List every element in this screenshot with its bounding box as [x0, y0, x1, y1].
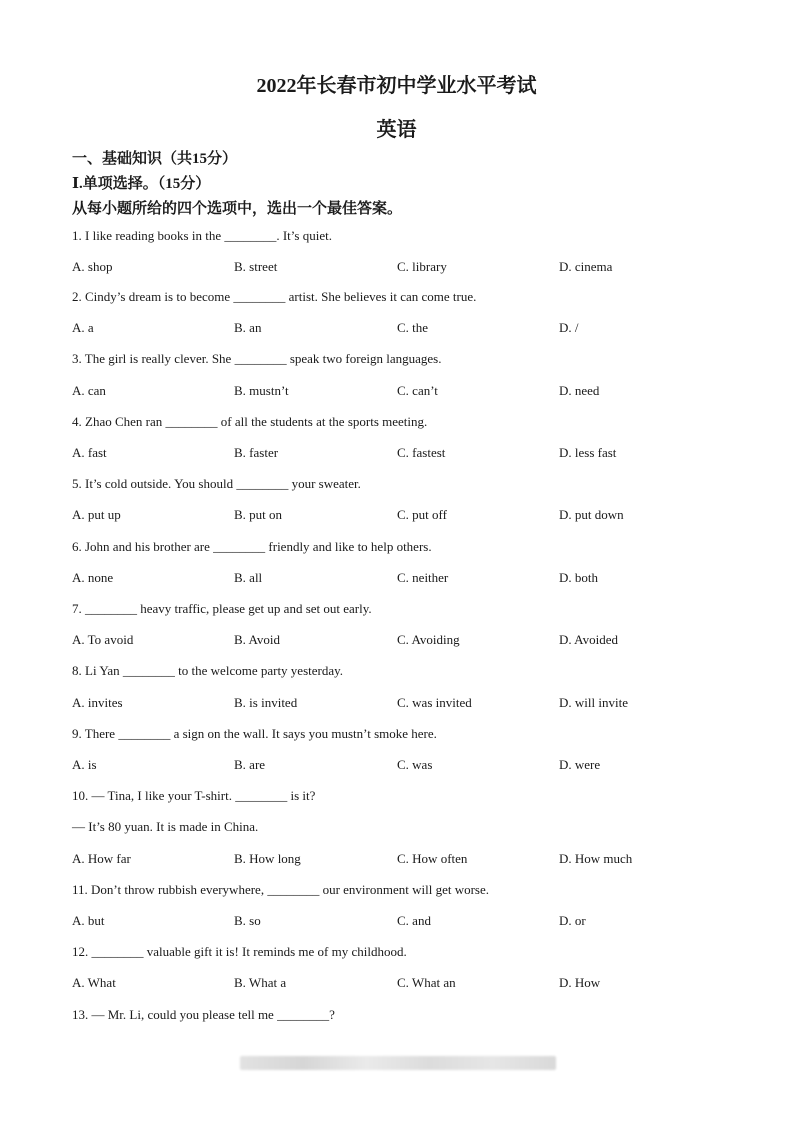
option-a: A. invites: [72, 695, 123, 710]
option-row: [72, 913, 732, 931]
option-row: [72, 259, 732, 277]
option-b: B. faster: [234, 445, 279, 460]
option-a: A. fast: [72, 445, 107, 460]
subject-title: 英语: [376, 119, 417, 141]
option-c: C. was: [397, 757, 433, 772]
question-text: 7. ________ heavy traffic, please get up and set out early.: [72, 601, 372, 616]
option-c: C. How often: [397, 851, 468, 866]
option-b: B. street: [234, 259, 278, 274]
question-text: 13. — Mr. Li, could you please tell me ________?: [72, 1007, 335, 1022]
question-text: 2. Cindy’s dream is to become ________ artist. She believes it can come true.: [72, 289, 477, 304]
question-text: 12. ________ valuable gift it is! It reminds me of my childhood.: [72, 944, 407, 959]
option-d: D. were: [559, 757, 601, 772]
option-d: D. will invite: [559, 695, 628, 710]
option-a: A. How far: [72, 851, 131, 866]
option-row: [72, 851, 732, 869]
option-c: C. and: [397, 913, 431, 928]
option-b: B. Avoid: [234, 632, 280, 647]
option-row: [72, 445, 732, 463]
option-c: C. was invited: [397, 695, 472, 710]
option-b: B. How long: [234, 851, 301, 866]
question-text: 3. The girl is really clever. She ________ speak two foreign languages.: [72, 351, 442, 366]
option-a: A. but: [72, 913, 105, 928]
option-c: C. library: [397, 259, 447, 274]
question-text: 6. John and his brother are ________ friendly and like to help others.: [72, 539, 432, 554]
dialogue-line: — It’s 80 yuan. It is made in China.: [72, 819, 259, 834]
option-a: A. a: [72, 320, 94, 335]
option-row: [72, 507, 732, 525]
option-a: A. shop: [72, 259, 113, 274]
question-text: 8. Li Yan ________ to the welcome party yesterday.: [72, 663, 344, 678]
question-text: 10. — Tina, I like your T-shirt. ________ is it?: [72, 788, 316, 803]
option-a: A. is: [72, 757, 97, 772]
section-heading: 一、基础知识（共15分）: [72, 151, 238, 167]
option-a: A. none: [72, 570, 114, 585]
option-b: B. all: [234, 570, 263, 585]
option-c: C. neither: [397, 570, 449, 585]
question-text: 5. It’s cold outside. You should ________ your sweater.: [72, 476, 361, 491]
instruction-text: 从每小题所给的四个选项中，选出一个最佳答案。: [72, 201, 403, 217]
option-c: C. fastest: [397, 445, 446, 460]
question-text: 11. Don’t throw rubbish everywhere, ________ our environment will get worse.: [72, 882, 490, 897]
option-b: B. an: [234, 320, 262, 335]
option-c: C. put off: [397, 507, 447, 522]
option-d: D. or: [559, 913, 586, 928]
subsection-heading: Ⅰ.单项选择。（15分）: [72, 176, 211, 192]
option-d: D. need: [559, 383, 600, 398]
option-c: C. can’t: [397, 383, 438, 398]
option-row: [72, 757, 732, 775]
option-row: [72, 383, 732, 401]
option-b: B. so: [234, 913, 261, 928]
question-text: 4. Zhao Chen ran ________ of all the students at the sports meeting.: [72, 414, 428, 429]
option-c: C. the: [397, 320, 429, 335]
option-b: B. mustn’t: [234, 383, 289, 398]
option-d: D. both: [559, 570, 598, 585]
option-d: D. put down: [559, 507, 624, 522]
option-a: A. can: [72, 383, 106, 398]
question-text: 1. I like reading books in the ________. It’s quiet.: [72, 228, 332, 243]
option-d: D. How: [559, 975, 601, 990]
option-b: B. What a: [234, 975, 287, 990]
option-a: A. What: [72, 975, 116, 990]
exam-title: 2022年长春市初中学业水平考试: [256, 75, 537, 97]
option-row: [72, 975, 732, 993]
option-row: [72, 695, 732, 713]
option-b: B. put on: [234, 507, 283, 522]
question-text: 9. There ________ a sign on the wall. It says you mustn’t smoke here.: [72, 726, 437, 741]
option-a: A. put up: [72, 507, 121, 522]
option-b: B. are: [234, 757, 266, 772]
blurred-footer: [240, 1056, 556, 1070]
option-d: D. less fast: [559, 445, 617, 460]
option-row: [72, 570, 732, 588]
option-d: D. Avoided: [559, 632, 618, 647]
option-row: [72, 320, 732, 338]
option-d: D. /: [559, 320, 579, 335]
option-d: D. How much: [559, 851, 633, 866]
option-row: [72, 632, 732, 650]
option-c: C. Avoiding: [397, 632, 460, 647]
option-c: C. What an: [397, 975, 456, 990]
option-b: B. is invited: [234, 695, 298, 710]
option-a: A. To avoid: [72, 632, 134, 647]
option-d: D. cinema: [559, 259, 613, 274]
